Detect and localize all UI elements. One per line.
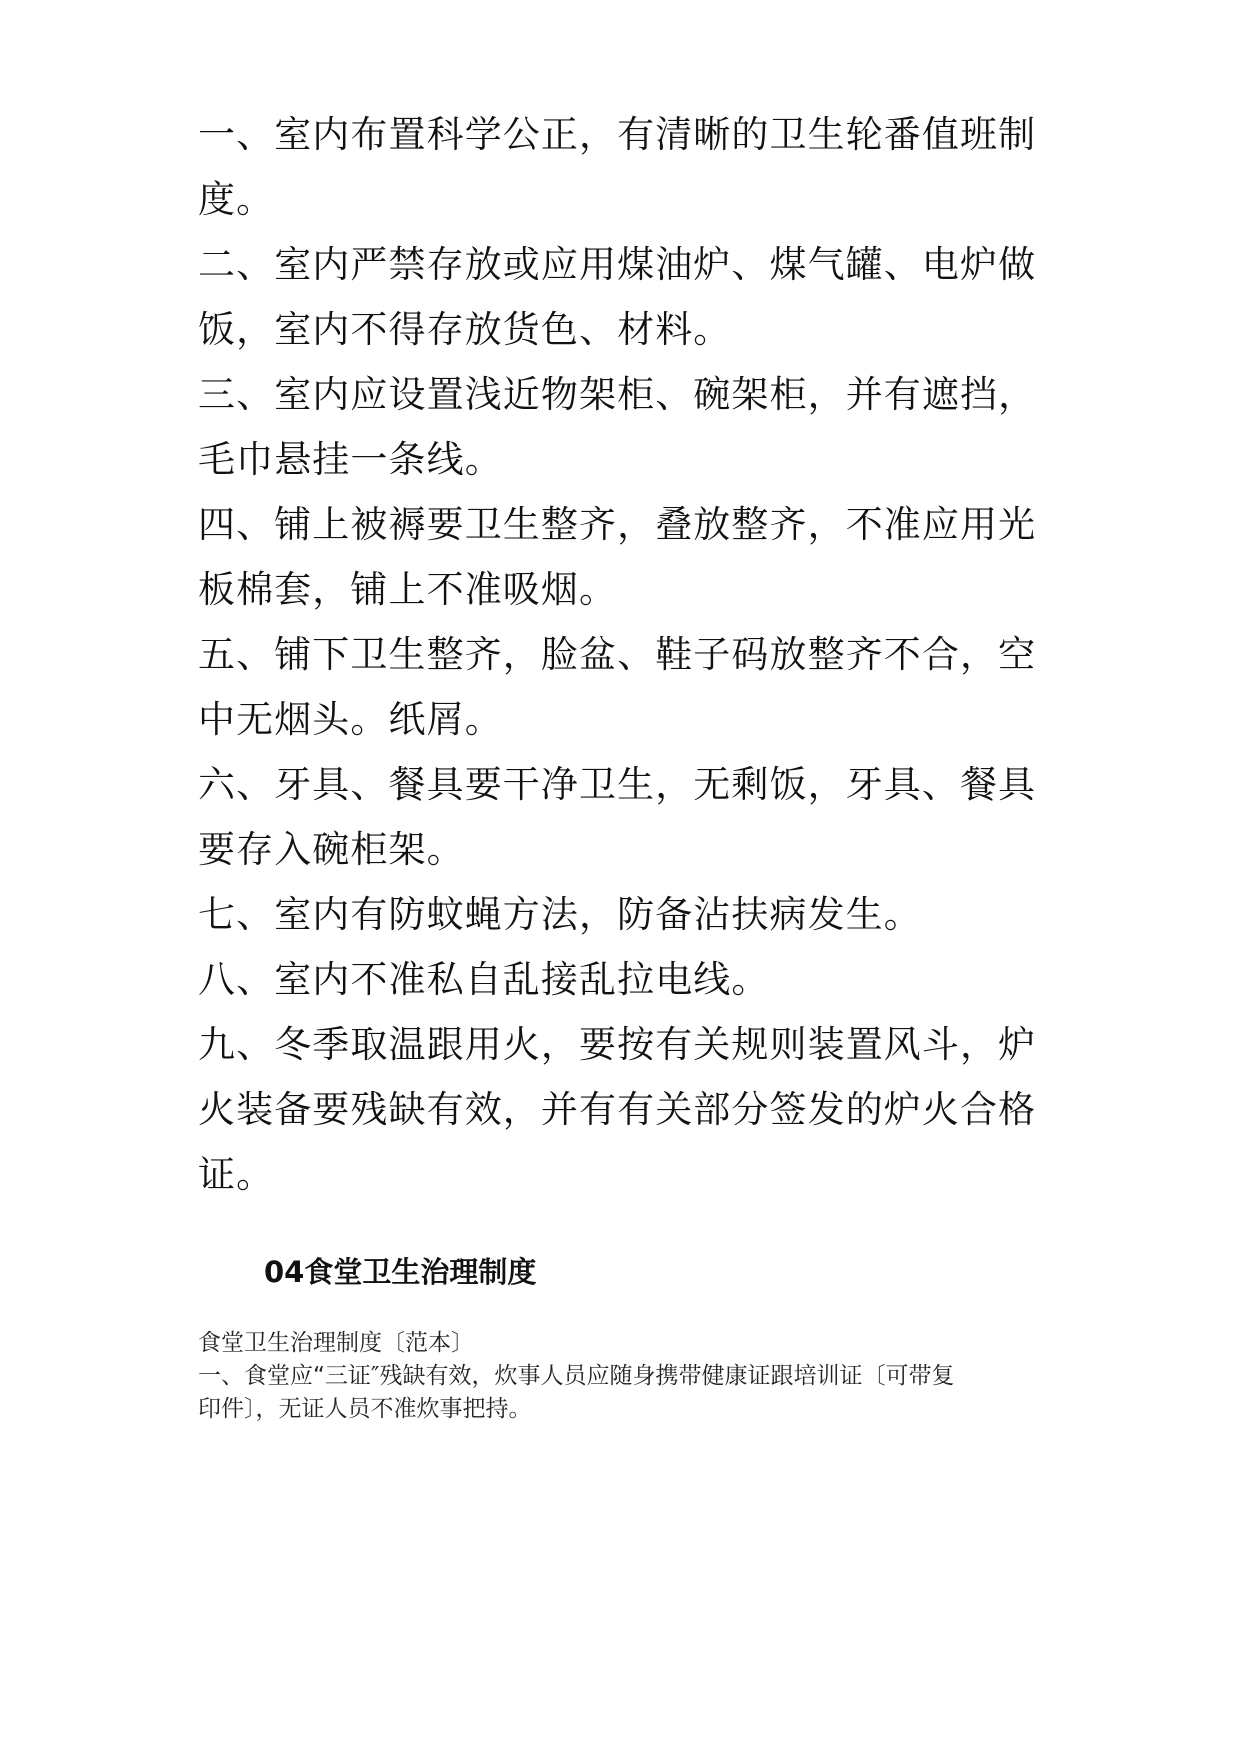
rule-line: 度。 (198, 178, 275, 221)
rule-line: 毛巾悬挂一条线。 (198, 438, 503, 481)
rule-line: 六、牙具、餐具要干净卫生，无剩饭，牙具、餐具 (198, 763, 1037, 806)
rule-line: 九、冬季取温跟用火，要按有关规则装置风斗，炉 (198, 1023, 1037, 1066)
rule-line: 证。 (198, 1153, 275, 1196)
rule-line: 四、铺上被褥要卫生整齐，叠放整齐，不准应用光 (198, 503, 1037, 546)
rule-line: 五、铺下卫生整齐，脸盆、鞋子码放整齐不合，空 (198, 633, 1037, 676)
rule-line: 三、室内应设置浅近物架柜、碗架柜，并有遮挡， (198, 373, 1037, 416)
rule-line: 七、室内有防蚊蝇方法，防备沾扶病发生。 (198, 893, 922, 936)
rule-line: 八、室内不准私自乱接乱拉电线。 (198, 958, 770, 1001)
rule-line: 要存入碗柜架。 (198, 828, 465, 871)
rule-line: 火装备要残缺有效，并有有关部分签发的炉火合格 (198, 1088, 1037, 1131)
rule-line: 一、室内布置科学公正，有清晰的卫生轮番值班制 (198, 113, 1037, 156)
section-paragraph-line: 一、食堂应“三证″残缺有效，炊事人员应随身携带健康证跟培训证〔可带复 (198, 1363, 955, 1389)
section-subtitle: 食堂卫生治理制度〔范本〕 (198, 1330, 474, 1356)
section-body (198, 1327, 1058, 1426)
section-heading: 04食堂卫生治理制度 (264, 1255, 537, 1289)
rule-line: 饭，室内不得存放货色、材料。 (198, 308, 732, 351)
section-paragraph-line: 印件〕，无证人员不准炊事把持。 (198, 1396, 532, 1422)
rule-line: 中无烟头。纸屑。 (198, 698, 503, 741)
rule-line: 板棉套，铺上不准吸烟。 (198, 568, 618, 611)
dormitory-rules-list (198, 102, 1037, 1207)
rule-line: 二、室内严禁存放或应用煤油炉、煤气罐、电炉做 (198, 243, 1037, 286)
